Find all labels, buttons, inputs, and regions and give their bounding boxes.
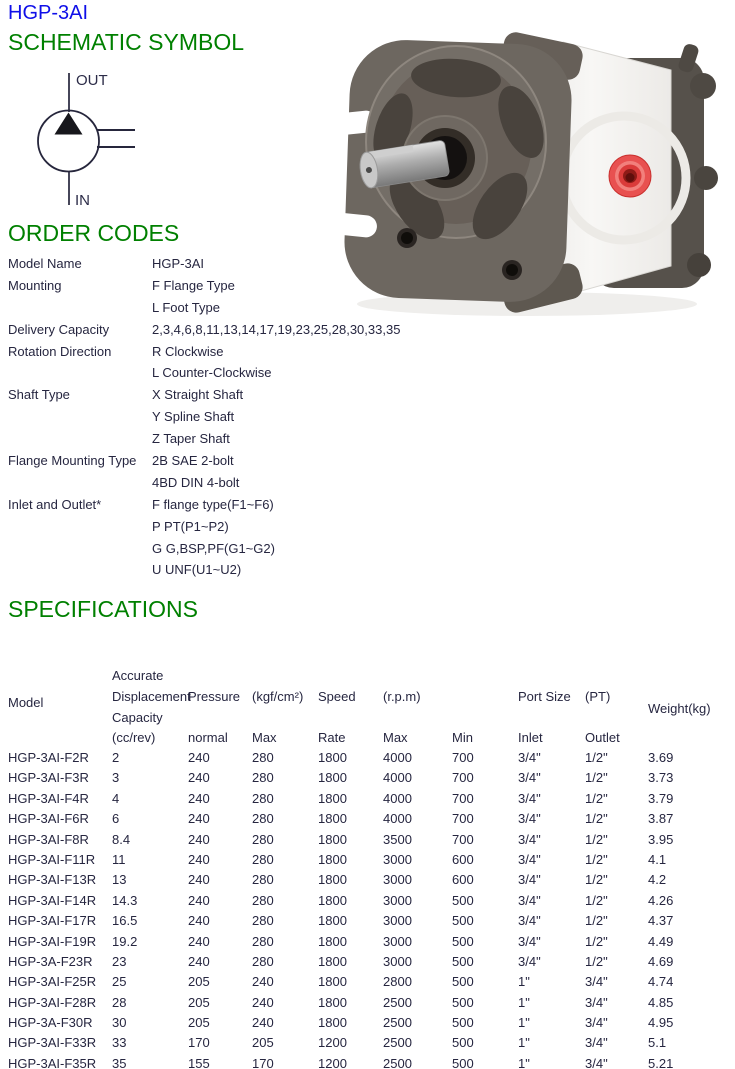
order-code-label: Inlet and Outlet*	[8, 496, 102, 512]
spec-cell-model: HGP-3AI-F25R	[8, 974, 97, 990]
spec-cell-model: HGP-3AI-F11R	[8, 851, 96, 867]
spec-cell-port-outlet: 1/2"	[585, 933, 608, 949]
spec-cell-pressure-normal: 240	[188, 831, 210, 847]
spec-cell-weight: 3.69	[648, 750, 674, 765]
spec-cell-model: HGP-3AI-F28R	[8, 994, 97, 1010]
order-code-label: Mounting	[8, 277, 62, 293]
spec-table-row	[0, 1033, 735, 1053]
spec-cell-pressure-max: 205	[252, 1035, 274, 1051]
spec-cell-port-outlet: 1/2"	[585, 811, 608, 827]
spec-table-row	[0, 748, 735, 768]
spec-cell-port-inlet: 3/4"	[518, 851, 541, 867]
order-code-row	[0, 472, 460, 494]
order-code-row	[0, 341, 460, 363]
order-code-row	[0, 384, 460, 406]
spec-cell-port-inlet: 1"	[518, 974, 530, 990]
order-code-row	[0, 406, 460, 428]
spec-cell-model: HGP-3AI-F8R	[8, 831, 89, 847]
spec-cell-weight: 5.1	[648, 1035, 667, 1051]
spec-cell-speed-min: 500	[452, 933, 474, 949]
spec-cell-pressure-max: 240	[252, 994, 274, 1010]
spec-cell-port-outlet: 1/2"	[585, 892, 608, 908]
order-code-row	[0, 428, 460, 450]
spec-cell-speed-rate: 1200	[318, 1055, 347, 1069]
spec-cell-pressure-max: 280	[252, 750, 274, 765]
spec-subcol-cc-rev: (cc/rev)	[112, 730, 156, 745]
order-code-row	[0, 538, 460, 560]
spec-cell-speed-min: 700	[452, 750, 474, 765]
spec-cell-model: HGP-3AI-F3R	[8, 770, 89, 786]
order-code-label	[8, 406, 152, 428]
spec-cell-port-outlet: 1/2"	[585, 913, 608, 929]
spec-cell-pressure-max: 280	[252, 953, 274, 969]
pump-schematic-symbol	[25, 66, 140, 214]
pump-port-plug	[609, 155, 651, 197]
spec-subcol-normal: normal	[188, 730, 228, 745]
spec-cell-capacity: 33	[112, 1035, 127, 1051]
spec-cell-model: HGP-3AI-F14R	[8, 892, 97, 908]
spec-cell-pressure-max: 280	[252, 811, 274, 827]
spec-cell-speed-max: 3000	[383, 953, 412, 969]
spec-cell-port-outlet: 1/2"	[585, 872, 608, 888]
spec-table-row	[0, 850, 735, 870]
spec-cell-speed-min: 700	[452, 811, 474, 827]
order-code-row	[0, 319, 460, 341]
spec-cell-model: HGP-3AI-F13R	[8, 872, 97, 888]
order-code-label	[8, 428, 152, 450]
spec-cell-weight: 4.49	[648, 933, 674, 949]
spec-cell-speed-rate: 1800	[318, 892, 347, 908]
spec-col-capacity-line1: Accurate	[112, 668, 164, 683]
order-code-row	[0, 362, 460, 384]
spec-cell-speed-min: 500	[452, 1055, 474, 1069]
spec-cell-pressure-normal: 240	[188, 892, 210, 908]
spec-cell-port-outlet: 3/4"	[585, 1055, 608, 1069]
spec-subcol-pressure-max: Max	[252, 730, 277, 745]
spec-cell-speed-min: 500	[452, 953, 474, 969]
spec-cell-speed-max: 2500	[383, 1015, 412, 1031]
spec-cell-port-inlet: 1"	[518, 1015, 530, 1031]
spec-cell-speed-max: 4000	[383, 770, 412, 786]
spec-cell-speed-max: 3000	[383, 892, 412, 908]
spec-cell-pressure-max: 280	[252, 770, 274, 786]
specifications-heading: SPECIFICATIONS	[8, 596, 198, 622]
spec-cell-model: HGP-3AI-F2R	[8, 750, 89, 765]
spec-cell-speed-rate: 1800	[318, 913, 347, 929]
spec-cell-capacity: 3	[112, 770, 120, 786]
spec-cell-pressure-max: 280	[252, 892, 274, 908]
spec-cell-weight: 3.79	[648, 790, 674, 806]
spec-cell-weight: 4.74	[648, 974, 674, 990]
spec-cell-pressure-normal: 240	[188, 750, 210, 765]
spec-col-weight: Weight(kg)	[648, 701, 711, 716]
order-code-row	[0, 297, 460, 319]
spec-cell-port-inlet: 1"	[518, 1035, 530, 1051]
spec-table-row	[0, 932, 735, 952]
spec-cell-port-inlet: 3/4"	[518, 913, 541, 929]
order-code-label: Delivery Capacity	[8, 321, 110, 337]
spec-cell-speed-min: 700	[452, 831, 474, 847]
order-code-row	[0, 253, 460, 275]
order-code-value: Y Spline Shaft	[152, 409, 235, 425]
spec-cell-port-outlet: 3/4"	[585, 994, 608, 1010]
spec-cell-speed-max: 4000	[383, 750, 412, 765]
spec-cell-weight: 3.73	[648, 770, 674, 786]
spec-cell-pressure-normal: 240	[188, 770, 210, 786]
spec-cell-speed-min: 500	[452, 913, 474, 929]
order-code-label	[8, 362, 152, 384]
order-code-label	[8, 538, 152, 560]
spec-table-row	[0, 952, 735, 972]
spec-cell-pressure-normal: 205	[188, 974, 210, 990]
order-code-row	[0, 516, 460, 538]
order-code-label	[8, 472, 152, 494]
order-code-label	[8, 297, 152, 319]
spec-cell-speed-min: 700	[452, 770, 474, 786]
schematic-in-label: IN	[75, 192, 90, 209]
spec-cell-pressure-normal: 240	[188, 872, 210, 888]
spec-cell-port-outlet: 1/2"	[585, 831, 608, 847]
spec-cell-capacity: 8.4	[112, 831, 131, 847]
spec-cell-port-outlet: 3/4"	[585, 1035, 608, 1051]
spec-cell-speed-max: 3000	[383, 872, 412, 888]
spec-cell-speed-max: 3500	[383, 831, 412, 847]
order-code-value: L Counter-Clockwise	[152, 365, 272, 381]
spec-cell-port-inlet: 3/4"	[518, 831, 541, 847]
spec-cell-pressure-normal: 170	[188, 1035, 210, 1051]
spec-subcol-speed-max: Max	[383, 730, 408, 745]
spec-cell-model: HGP-3A-F30R	[8, 1015, 93, 1031]
spec-col-model: Model	[8, 695, 44, 710]
spec-subcol-rate: Rate	[318, 730, 346, 745]
spec-cell-port-inlet: 1"	[518, 1055, 530, 1069]
spec-cell-pressure-normal: 240	[188, 851, 210, 867]
order-code-row	[0, 494, 460, 516]
spec-cell-speed-rate: 1800	[318, 933, 347, 949]
spec-cell-pressure-normal: 205	[188, 1015, 210, 1031]
spec-cell-port-inlet: 3/4"	[518, 750, 541, 765]
spec-cell-model: HGP-3AI-F6R	[8, 811, 89, 827]
spec-cell-model: HGP-3AI-F33R	[8, 1035, 97, 1051]
spec-cell-port-outlet: 3/4"	[585, 974, 608, 990]
spec-cell-capacity: 30	[112, 1015, 127, 1031]
spec-cell-port-inlet: 1"	[518, 994, 530, 1010]
spec-cell-speed-rate: 1800	[318, 790, 347, 806]
spec-cell-speed-max: 3000	[383, 933, 412, 949]
spec-cell-pressure-max: 280	[252, 790, 274, 806]
spec-table-row	[0, 1013, 735, 1033]
spec-col-speed-unit: (r.p.m)	[383, 689, 421, 704]
spec-cell-weight: 4.1	[648, 851, 667, 867]
spec-cell-pressure-normal: 240	[188, 913, 210, 929]
spec-cell-capacity: 16.5	[112, 913, 138, 929]
spec-subcol-outlet: Outlet	[585, 730, 620, 745]
order-code-value: U UNF(U1~U2)	[152, 562, 242, 578]
order-code-value: G G,BSP,PF(G1~G2)	[152, 540, 275, 556]
spec-cell-pressure-normal: 205	[188, 994, 210, 1010]
spec-cell-weight: 4.2	[648, 872, 667, 888]
order-code-value: 2,3,4,6,8,11,13,14,17,19,23,25,28,30,33,35	[152, 321, 401, 337]
spec-cell-speed-rate: 1800	[318, 953, 347, 969]
order-code-label: Flange Mounting Type	[8, 453, 137, 469]
order-code-value: 2B SAE 2-bolt	[152, 453, 234, 469]
spec-cell-weight: 4.69	[648, 953, 674, 969]
spec-cell-pressure-max: 280	[252, 872, 274, 888]
spec-table-row	[0, 972, 735, 992]
spec-cell-port-inlet: 3/4"	[518, 811, 541, 827]
spec-cell-speed-min: 500	[452, 974, 474, 990]
spec-cell-capacity: 19.2	[112, 933, 138, 949]
spec-cell-weight: 4.95	[648, 1015, 674, 1031]
spec-cell-weight: 5.21	[648, 1055, 674, 1069]
spec-cell-speed-max: 3000	[383, 913, 412, 929]
spec-cell-capacity: 25	[112, 974, 127, 990]
spec-table-row	[0, 1054, 735, 1069]
spec-col-capacity-line2: Displacement	[112, 689, 191, 704]
order-code-value: HGP-3AI	[152, 256, 205, 271]
spec-cell-capacity: 35	[112, 1055, 127, 1069]
spec-cell-speed-max: 3000	[383, 851, 412, 867]
spec-cell-port-inlet: 3/4"	[518, 933, 541, 949]
spec-cell-speed-rate: 1800	[318, 872, 347, 888]
spec-subcol-min: Min	[452, 730, 473, 745]
spec-cell-speed-rate: 1200	[318, 1035, 347, 1051]
spec-cell-capacity: 6	[112, 811, 120, 827]
spec-cell-pressure-normal: 240	[188, 811, 210, 827]
spec-cell-weight: 4.37	[648, 913, 674, 929]
spec-cell-model: HGP-3AI-F19R	[8, 933, 97, 949]
spec-cell-speed-max: 2800	[383, 974, 412, 990]
spec-cell-port-outlet: 1/2"	[585, 851, 608, 867]
spec-cell-port-inlet: 3/4"	[518, 770, 541, 786]
spec-subcol-inlet: Inlet	[518, 730, 543, 745]
spec-cell-speed-min: 500	[452, 1035, 474, 1051]
spec-col-port-size: Port Size	[518, 689, 571, 704]
order-codes-heading: ORDER CODES	[8, 220, 180, 246]
spec-cell-speed-min: 600	[452, 851, 474, 867]
spec-cell-port-inlet: 3/4"	[518, 892, 541, 908]
spec-cell-speed-min: 600	[452, 872, 474, 888]
order-code-value: 4BD DIN 4-bolt	[152, 474, 240, 490]
spec-cell-pressure-max: 240	[252, 974, 274, 990]
spec-col-speed: Speed	[318, 689, 356, 704]
order-code-row	[0, 275, 460, 297]
spec-cell-capacity: 2	[112, 750, 120, 765]
order-code-label: Rotation Direction	[8, 343, 112, 359]
spec-cell-port-outlet: 1/2"	[585, 770, 608, 786]
spec-cell-port-inlet: 3/4"	[518, 953, 541, 969]
spec-col-capacity-line3: Capacity	[112, 710, 163, 725]
spec-table-row	[0, 993, 735, 1013]
spec-cell-speed-rate: 1800	[318, 770, 347, 786]
order-code-value: L Foot Type	[152, 299, 220, 315]
page-title: HGP-3AI	[8, 2, 89, 24]
order-code-value: R Clockwise	[152, 343, 224, 359]
schematic-flow-triangle	[55, 113, 83, 135]
order-code-label: Model Name	[8, 256, 82, 271]
spec-cell-pressure-max: 170	[252, 1055, 274, 1069]
spec-cell-capacity: 23	[112, 953, 127, 969]
spec-cell-model: HGP-3AI-F4R	[8, 790, 89, 806]
spec-cell-speed-rate: 1800	[318, 1015, 347, 1031]
spec-col-pressure-unit: (kgf/cm²)	[252, 689, 304, 704]
schematic-out-label: OUT	[76, 72, 108, 89]
spec-cell-pressure-max: 280	[252, 913, 274, 929]
spec-col-port-unit: (PT)	[585, 689, 611, 704]
order-code-value: X Straight Shaft	[152, 387, 244, 403]
spec-cell-port-outlet: 1/2"	[585, 790, 608, 806]
spec-cell-speed-rate: 1800	[318, 811, 347, 827]
spec-cell-port-outlet: 1/2"	[585, 750, 608, 765]
spec-cell-speed-rate: 1800	[318, 851, 347, 867]
spec-cell-model: HGP-3AI-F35R	[8, 1055, 97, 1069]
spec-cell-pressure-normal: 240	[188, 790, 210, 806]
spec-cell-capacity: 14.3	[112, 892, 138, 908]
spec-cell-speed-rate: 1800	[318, 974, 347, 990]
order-code-value: Z Taper Shaft	[152, 431, 230, 447]
spec-cell-speed-min: 500	[452, 994, 474, 1010]
spec-cell-speed-rate: 1800	[318, 831, 347, 847]
spec-cell-speed-min: 500	[452, 892, 474, 908]
spec-cell-port-outlet: 3/4"	[585, 1015, 608, 1031]
order-code-value: F Flange Type	[152, 277, 235, 293]
spec-cell-port-inlet: 3/4"	[518, 790, 541, 806]
spec-cell-model: HGP-3A-F23R	[8, 953, 93, 969]
order-code-value: F flange type(F1~F6)	[152, 496, 274, 512]
spec-table-body	[0, 748, 735, 1069]
spec-cell-weight: 3.87	[648, 811, 674, 827]
spec-cell-weight: 4.85	[648, 994, 674, 1010]
spec-cell-speed-rate: 1800	[318, 750, 347, 765]
order-code-value: P PT(P1~P2)	[152, 518, 229, 534]
spec-cell-speed-max: 2500	[383, 1055, 412, 1069]
spec-table-row	[0, 830, 735, 850]
spec-cell-pressure-max: 280	[252, 831, 274, 847]
spec-cell-pressure-max: 240	[252, 1015, 274, 1031]
spec-cell-pressure-normal: 155	[188, 1055, 210, 1069]
order-code-label	[8, 516, 152, 538]
spec-cell-model: HGP-3AI-F17R	[8, 913, 97, 929]
spec-cell-capacity: 13	[112, 872, 127, 888]
spec-cell-capacity: 4	[112, 790, 120, 806]
spec-cell-port-outlet: 1/2"	[585, 953, 608, 969]
order-code-row	[0, 450, 460, 472]
spec-cell-pressure-normal: 240	[188, 953, 210, 969]
spec-cell-pressure-normal: 240	[188, 933, 210, 949]
spec-table-row	[0, 891, 735, 911]
order-code-label	[8, 559, 152, 581]
spec-cell-pressure-max: 280	[252, 933, 274, 949]
spec-table-row	[0, 809, 735, 829]
schematic-symbol-heading: SCHEMATIC SYMBOL	[8, 29, 244, 55]
spec-cell-capacity: 28	[112, 994, 127, 1010]
spec-cell-speed-max: 2500	[383, 994, 412, 1010]
spec-cell-pressure-max: 280	[252, 851, 274, 867]
spec-cell-weight: 4.26	[648, 892, 674, 908]
order-code-label: Shaft Type	[8, 387, 70, 403]
spec-table-row	[0, 768, 735, 788]
spec-table-row	[0, 911, 735, 931]
order-codes-list	[0, 253, 460, 581]
spec-cell-capacity: 11	[112, 851, 126, 867]
spec-cell-speed-rate: 1800	[318, 994, 347, 1010]
spec-cell-speed-max: 4000	[383, 790, 412, 806]
spec-cell-speed-min: 500	[452, 1015, 474, 1031]
spec-cell-speed-min: 700	[452, 790, 474, 806]
spec-cell-speed-max: 2500	[383, 1035, 412, 1051]
spec-table-row	[0, 870, 735, 890]
spec-cell-port-inlet: 3/4"	[518, 872, 541, 888]
order-code-row	[0, 559, 460, 581]
spec-cell-speed-max: 4000	[383, 811, 412, 827]
spec-cell-weight: 3.95	[648, 831, 674, 847]
spec-table-row	[0, 789, 735, 809]
spec-col-pressure: Pressure	[188, 689, 241, 704]
